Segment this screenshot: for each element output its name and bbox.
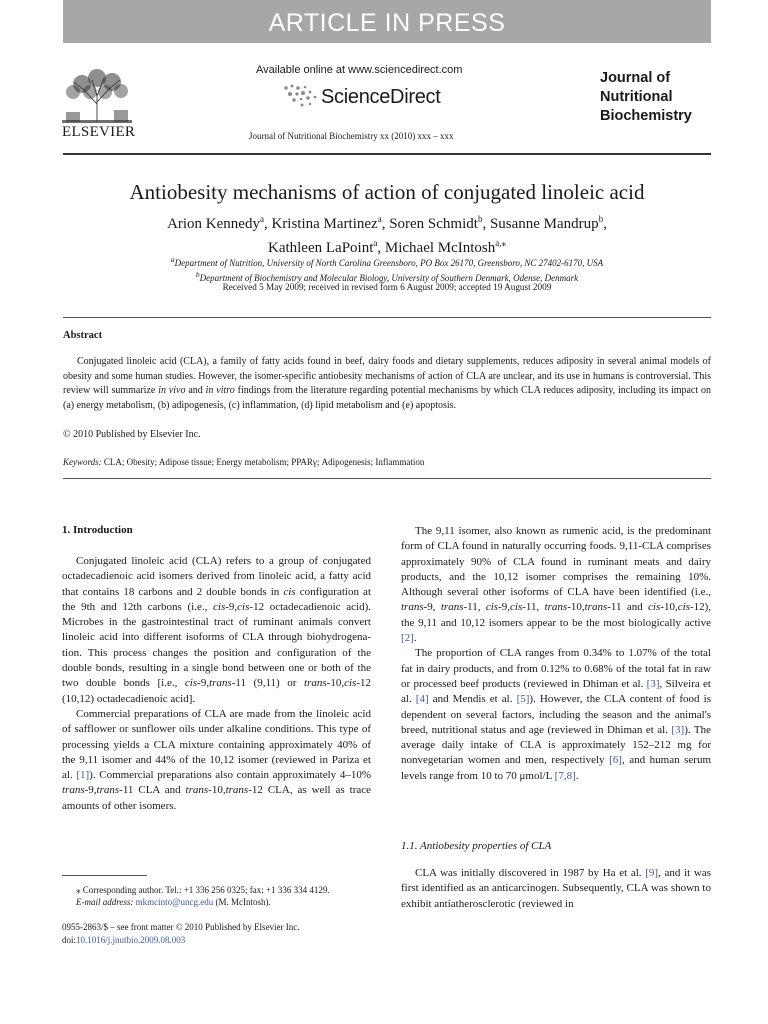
author-name: Michael McIntosh bbox=[384, 240, 496, 256]
italic-term: cis bbox=[184, 677, 198, 690]
italic-term: cis bbox=[648, 601, 661, 614]
available-online-text: Available online at www.sciencedirect.com bbox=[256, 64, 463, 76]
text-segment: -12), the 9,11 and 10,12 isomers appear to be the most biologically active bbox=[401, 601, 712, 629]
text-segment: configuration at the 9th and 12th carbons (i.e., bbox=[62, 585, 371, 613]
text-segment: -11 CLA and bbox=[119, 784, 186, 797]
affiliation bbox=[63, 254, 711, 269]
text-segment: ). Commercial preparations also contain approximately 4–10% bbox=[89, 769, 371, 782]
text-segment: and Mendis et al. bbox=[428, 693, 517, 706]
italic-term: cis bbox=[283, 585, 296, 598]
citation-link[interactable]: [6] bbox=[609, 754, 622, 767]
text-segment: . bbox=[413, 632, 417, 645]
text-segment: ). However, the CLA content of food is dependent on several factors, including the season and the animal's breed, nutritional status and age (reviewed in Dhiman et al. bbox=[401, 693, 711, 736]
affiliation-text: Department of Nutrition, University of North Carolina Greensboro, PO Box 26170, Greensboro, NC 27402-6170, USA bbox=[174, 258, 604, 268]
text-segment: -11 and bbox=[607, 601, 649, 614]
article-in-press-banner: ARTICLE IN PRESS bbox=[63, 0, 711, 43]
affiliation-marker: a bbox=[170, 255, 175, 264]
text-segment: -12 octadecadienoic acid). Microbes in the gastrointestinal tract of ruminant animals convert linoleic acid into different isoforms of CLA through biohydrogena-tion. This process changes the position and configuration of the double bonds, resulting in a single bond between one or both of the two double bonds [i.e., bbox=[62, 600, 371, 690]
journal-name bbox=[600, 69, 712, 126]
author-separator: , bbox=[263, 216, 272, 232]
text-segment: -10, bbox=[326, 677, 345, 690]
text-segment: -11, bbox=[522, 601, 545, 614]
citation-link[interactable]: [2] bbox=[401, 632, 414, 645]
footnote-rule bbox=[62, 875, 147, 876]
citation-link[interactable]: [3] bbox=[646, 677, 660, 690]
paragraph bbox=[401, 866, 711, 912]
text-segment: -9, bbox=[225, 600, 238, 613]
subsection-heading: 1.1. Antiobesity properties of CLA bbox=[401, 840, 552, 852]
text-segment: , and it was first identified as an anticarcinogen. Subsequently, CLA was shown to exhibit antiatherosclerotic (reviewed in bbox=[401, 867, 711, 910]
author-name: Kristina Martinez bbox=[271, 216, 378, 232]
italic-term: cis bbox=[344, 677, 357, 690]
author-affiliation-marker: b bbox=[477, 214, 483, 224]
email-suffix: (M. McIntosh). bbox=[213, 897, 271, 907]
authors-line bbox=[63, 210, 711, 234]
text-segment: -11 (9,11) or bbox=[231, 677, 305, 690]
article-title: Antiobesity mechanisms of action of conjugated linoleic acid bbox=[129, 180, 645, 204]
abstract-segment: Conjugated linoleic acid (CLA), a family of fatty acids found in beef, dairy foods and dietary supplements, reduces adiposity in several animal models of obesity and some human studies. However, the isomer-specific antiobesity mechanisms of action of CLA are unclear, and its use in humans is controversial. This review will summarize bbox=[63, 356, 711, 396]
citation-link[interactable]: [7,8] bbox=[554, 769, 576, 782]
author-name: Kathleen LaPoint bbox=[267, 240, 374, 256]
text-segment: , and human serum levels range from 10 to 70 μmol/L bbox=[401, 754, 712, 782]
right-column bbox=[401, 524, 711, 784]
citation-link[interactable]: [5] bbox=[516, 693, 530, 706]
authors bbox=[63, 210, 711, 258]
elsevier-tree-logo bbox=[62, 64, 132, 130]
text-segment: Conjugated linoleic acid (CLA) refers to a group of conjugated octadecadienoic acid isomers derived from linoleic acid, a fatty acid that contains 18 carbons and 2 double bonds in bbox=[62, 555, 371, 598]
doi-prefix: doi: bbox=[62, 934, 77, 945]
author-affiliation-marker: a,⁎ bbox=[495, 238, 507, 248]
keywords-list: CLA; Obesity; Adipose tissue; Energy metabolism; PPARγ; Adipogenesis; Inflammation bbox=[103, 457, 425, 467]
author-name: Susanne Mandrup bbox=[489, 216, 599, 232]
text-segment: , Silveira et al. bbox=[401, 677, 711, 706]
abstract-text bbox=[63, 355, 711, 413]
abstract-segment: and bbox=[185, 385, 206, 396]
paragraph bbox=[401, 524, 711, 646]
italic-term: trans bbox=[584, 601, 608, 614]
text-segment: -11, bbox=[463, 601, 486, 614]
affiliation-marker: b bbox=[195, 270, 200, 279]
italic-term: trans bbox=[440, 601, 464, 614]
text-segment: CLA was initially discovered in 1987 by Ha et al. bbox=[415, 867, 646, 879]
author-separator: , bbox=[381, 216, 390, 232]
abstract-copyright: © 2010 Published by Elsevier Inc. bbox=[63, 429, 201, 440]
author-affiliation-marker: a bbox=[259, 214, 264, 224]
italic-term: trans bbox=[304, 677, 327, 690]
section-heading: 1. Introduction bbox=[62, 524, 133, 536]
abstract-emphasis: in vivo bbox=[158, 385, 186, 396]
paragraph bbox=[62, 554, 371, 707]
issn-line: 0955-2863/$ – see front matter © 2010 Published by Elsevier Inc. bbox=[62, 922, 300, 932]
publisher-name: ELSEVIER bbox=[62, 124, 136, 140]
sciencedirect-wordmark[interactable]: ScienceDirect bbox=[321, 86, 441, 108]
issn-block bbox=[62, 921, 371, 946]
text-segment: -9, bbox=[498, 601, 510, 614]
abstract-bottom-rule bbox=[63, 478, 711, 479]
abstract-heading: Abstract bbox=[63, 330, 103, 341]
affiliation-text: Department of Biochemistry and Molecular Biology, University of Southern Denmark, Odense, Denmark bbox=[199, 273, 579, 283]
affiliations bbox=[63, 254, 711, 284]
sciencedirect-dots-icon bbox=[280, 82, 320, 112]
author-name: Arion Kennedy bbox=[167, 216, 260, 232]
abstract-top-rule bbox=[63, 317, 711, 318]
italic-term: trans bbox=[209, 677, 232, 690]
received-dates: Received 5 May 2009; received in revised form 6 August 2009; accepted 19 August 2009 bbox=[222, 282, 552, 292]
italic-term: trans bbox=[544, 601, 568, 614]
author-separator: , bbox=[377, 240, 385, 256]
text-segment: -9, bbox=[197, 677, 210, 690]
text-segment: The 9,11 isomer, also known as rumenic acid, is the predominant form of CLA found in naturally occurring foods. 9,11-CLA comprises approximately 90% of CLA found in ruminant meats and dairy products, and the 10,12 isomer comprises the remaining 10%. Although several other isoforms of CLA have been identified (i.e., bbox=[401, 525, 711, 599]
text-segment: -9, bbox=[423, 601, 441, 614]
text-segment: ). The average daily intake of CLA is approximately 152–212 mg for nonvegetarian women and men, respectively bbox=[401, 723, 711, 767]
text-segment: -9, bbox=[84, 784, 97, 797]
email-line bbox=[62, 896, 371, 908]
keywords-label: Keywords: bbox=[63, 457, 102, 467]
italic-term: trans bbox=[62, 784, 85, 797]
journal-name-line: Nutritional bbox=[600, 89, 673, 105]
journal-name-line: Journal of bbox=[600, 70, 671, 86]
text-segment: . bbox=[575, 769, 579, 782]
text-segment: -10, bbox=[208, 784, 226, 797]
author-separator: , bbox=[603, 216, 607, 232]
italic-term: cis bbox=[510, 601, 523, 614]
citation-link[interactable]: [1] bbox=[76, 769, 90, 782]
italic-term: cis bbox=[677, 601, 690, 614]
abstract-emphasis: in vitro bbox=[205, 385, 235, 396]
journal-name-line: Biochemistry bbox=[600, 108, 692, 124]
italic-term: cis bbox=[485, 601, 499, 614]
citation-link[interactable]: [4] bbox=[415, 693, 429, 706]
abstract-segment: findings from the literature regarding potential mechanisms by which CLA reduces adiposity, including its impact on (a) energy metabolism, (b) adipogenesis, (c) inflammation, (d) lipid metabolism and (e) apoptosis. bbox=[63, 385, 712, 411]
citation-link[interactable]: [9] bbox=[645, 867, 659, 879]
footnote bbox=[62, 884, 371, 908]
keywords bbox=[63, 457, 424, 467]
text-segment: -12 CLA, as well as trace amounts of other isomers. bbox=[62, 784, 371, 812]
text-segment: Commercial preparations of CLA are made from the linoleic acid of safflower or sunflower oils under alkaline conditions. This type of processing yields a CLA mixture containing approximately 40% of the 9,11 isomer and 44% of the 10,12 isomer (reviewed in Pariza et al. bbox=[62, 707, 371, 782]
italic-term: trans bbox=[185, 784, 209, 797]
italic-term: cis bbox=[213, 600, 226, 613]
paragraph bbox=[401, 646, 711, 784]
paragraph bbox=[62, 707, 371, 814]
text-segment: -10, bbox=[567, 601, 585, 614]
author-affiliation-marker: b bbox=[598, 214, 604, 224]
left-column bbox=[62, 540, 371, 814]
italic-term: trans bbox=[96, 784, 120, 797]
author-affiliation-marker: a bbox=[377, 214, 382, 224]
text-segment: The proportion of CLA ranges from 0.34% to 1.07% of the total fat in dairy products, and from 0.12% to 0.68% of the total fat in raw or processed beef products (reviewed in Dhiman et al. bbox=[401, 647, 711, 690]
text-segment: -10, bbox=[660, 601, 678, 614]
italic-term: trans bbox=[225, 784, 249, 797]
author-affiliation-marker: a bbox=[373, 238, 378, 248]
doi-link[interactable]: 10.1016/j.jnutbio.2009.08.003 bbox=[76, 934, 186, 945]
italic-term: trans bbox=[401, 601, 424, 614]
author-separator: , bbox=[482, 216, 490, 232]
email-link[interactable]: mkmcinto@uncg.edu bbox=[135, 897, 214, 907]
right-column-continued bbox=[401, 866, 711, 912]
author-name: Soren Schmidt bbox=[389, 216, 478, 232]
header-rule bbox=[63, 153, 711, 155]
citation-link[interactable]: [3] bbox=[671, 723, 685, 736]
doi-line bbox=[62, 934, 371, 947]
text-segment: -12 (10,12) octadecadienoic acid]. bbox=[62, 677, 371, 705]
corresponding-author: ⁎ Corresponding author. Tel.: +1 336 256 0325; fax: +1 336 334 4129. bbox=[76, 885, 330, 895]
email-label: E-mail address: bbox=[76, 897, 134, 907]
journal-reference: Journal of Nutritional Biochemistry xx (2010) xxx – xxx bbox=[249, 131, 454, 141]
italic-term: cis bbox=[237, 600, 250, 613]
